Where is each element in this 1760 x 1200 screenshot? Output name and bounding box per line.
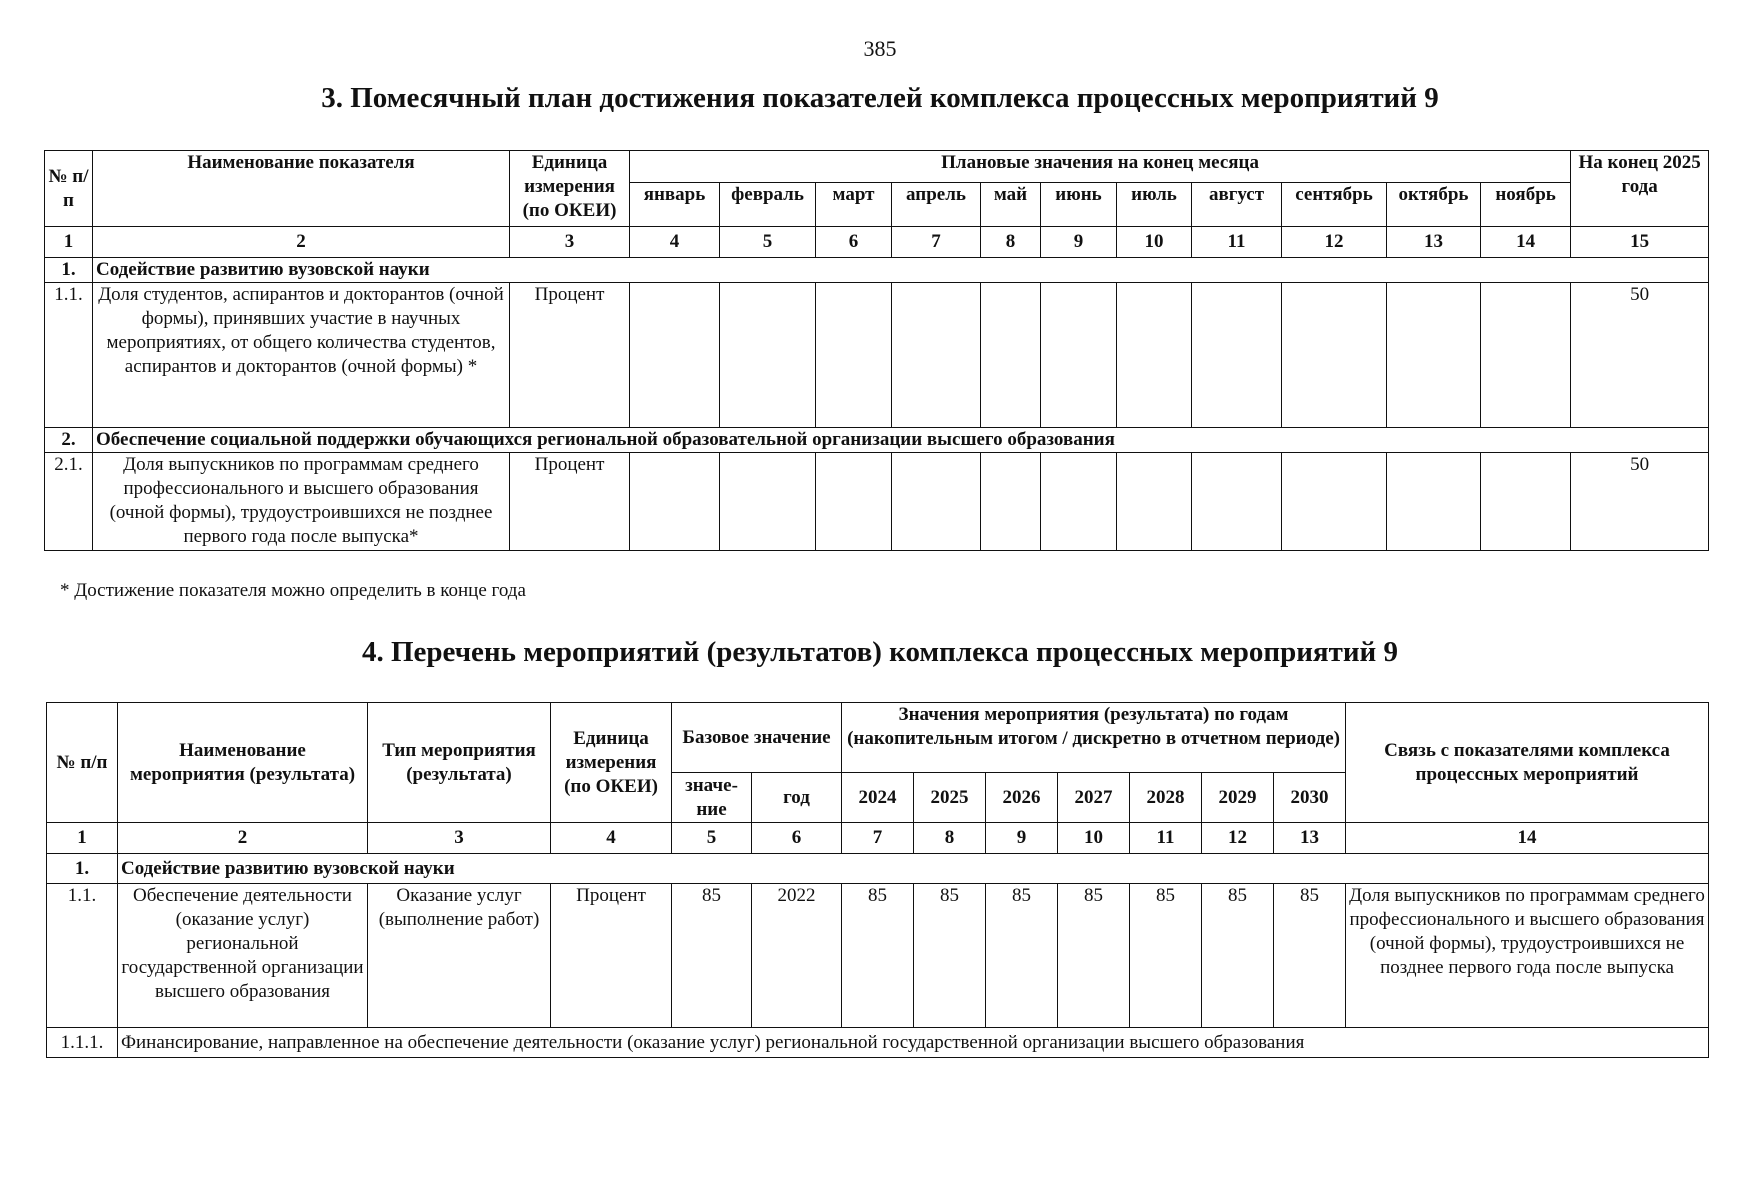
group-title: Содействие развитию вузовской науки (118, 854, 1709, 884)
month-value (816, 453, 892, 551)
year-value: 85 (1202, 884, 1274, 1028)
activity-unit: Процент (551, 884, 672, 1028)
year-value: 85 (1274, 884, 1346, 1028)
subrow-number: 1.1.1. (47, 1028, 118, 1058)
group-number: 2. (45, 428, 93, 453)
header-unit: Единица измерения (по ОКЕИ) (551, 703, 672, 823)
header-year: 2024 (842, 773, 914, 823)
header-activity-name: Наименование мероприятия (результата) (118, 703, 368, 823)
column-number: 6 (816, 227, 892, 258)
footnote: * Достижение показателя можно определить в конце года (60, 580, 526, 601)
page-number: 385 (863, 36, 897, 61)
header-month: май (981, 183, 1041, 227)
header-indicator-name: Наименование показателя (93, 151, 510, 227)
column-number: 5 (672, 823, 752, 854)
column-number: 14 (1346, 823, 1709, 854)
column-number: 12 (1202, 823, 1274, 854)
month-value (816, 283, 892, 428)
month-value (981, 453, 1041, 551)
column-number: 7 (842, 823, 914, 854)
header-end-year: На конец 2025 года (1571, 151, 1709, 227)
column-number: 1 (47, 823, 118, 854)
header-planned-values: Плановые значения на конец месяца (630, 151, 1571, 183)
column-number: 5 (720, 227, 816, 258)
column-number: 8 (914, 823, 986, 854)
column-number: 13 (1387, 227, 1481, 258)
header-month: июль (1117, 183, 1192, 227)
header-unit: Единица измерения (по ОКЕИ) (510, 151, 630, 227)
header-month: август (1192, 183, 1282, 227)
header-month: февраль (720, 183, 816, 227)
column-number: 6 (752, 823, 842, 854)
group-title: Содействие развитию вузовской науки (93, 258, 1709, 283)
monthly-plan-table (44, 150, 1709, 551)
header-year: 2030 (1274, 773, 1346, 823)
month-value (1041, 283, 1117, 428)
year-value: 85 (842, 884, 914, 1028)
row-number: 2.1. (45, 453, 93, 551)
group-number: 1. (45, 258, 93, 283)
group-number: 1. (47, 854, 118, 884)
row-number: 1.1. (45, 283, 93, 428)
column-number: 2 (93, 227, 510, 258)
base-year: 2022 (752, 884, 842, 1028)
header-month: ноябрь (1481, 183, 1571, 227)
month-value (1282, 283, 1387, 428)
base-value: 85 (672, 884, 752, 1028)
header-month: март (816, 183, 892, 227)
header-month: июнь (1041, 183, 1117, 227)
month-value (1192, 453, 1282, 551)
header-no: № п/п (47, 703, 118, 823)
month-value (892, 453, 981, 551)
month-value (1481, 283, 1571, 428)
column-number: 11 (1192, 227, 1282, 258)
month-value (720, 453, 816, 551)
month-value (1387, 453, 1481, 551)
column-number: 7 (892, 227, 981, 258)
end-year-value: 50 (1571, 283, 1709, 428)
column-number: 15 (1571, 227, 1709, 258)
subrow-text: Финансирование, направленное на обеспечение деятельности (оказание услуг) региональной государственной организации высшего образования (118, 1028, 1709, 1058)
activity-type: Оказание услуг (выполнение работ) (368, 884, 551, 1028)
column-number: 13 (1274, 823, 1346, 854)
month-value (1192, 283, 1282, 428)
linked-indicator: Доля выпускников по программам среднего профессионального и высшего образования (очной формы), трудоустроившихся не позднее первого года после выпуска (1346, 884, 1709, 1028)
month-value (630, 283, 720, 428)
header-month: январь (630, 183, 720, 227)
year-value: 85 (1058, 884, 1130, 1028)
activity-name: Обеспечение деятельности (оказание услуг) региональной государственной организации высшего образования (118, 884, 368, 1028)
column-number: 10 (1058, 823, 1130, 854)
indicator-unit: Процент (510, 283, 630, 428)
header-base-val: значе-ние (672, 773, 752, 823)
activities-table (46, 702, 1709, 1058)
month-value (630, 453, 720, 551)
column-number: 4 (630, 227, 720, 258)
header-year: 2027 (1058, 773, 1130, 823)
header-base-year: год (752, 773, 842, 823)
section-4-title: 4. Перечень мероприятий (результатов) комплекса процессных мероприятий 9 (361, 636, 1399, 668)
header-no: № п/п (45, 151, 93, 227)
column-number: 11 (1130, 823, 1202, 854)
month-value (892, 283, 981, 428)
header-year: 2026 (986, 773, 1058, 823)
row-number: 1.1. (47, 884, 118, 1028)
header-month: апрель (892, 183, 981, 227)
month-value (1481, 453, 1571, 551)
column-number: 9 (986, 823, 1058, 854)
header-base-value: Базовое значение (672, 703, 842, 773)
column-number: 12 (1282, 227, 1387, 258)
header-month: октябрь (1387, 183, 1481, 227)
header-year: 2029 (1202, 773, 1274, 823)
month-value (1282, 453, 1387, 551)
column-number: 8 (981, 227, 1041, 258)
year-value: 85 (1130, 884, 1202, 1028)
year-value: 85 (914, 884, 986, 1028)
section-3-title: 3. Помесячный план достижения показателей комплекса процессных мероприятий 9 (321, 82, 1439, 114)
month-value (720, 283, 816, 428)
column-number: 14 (1481, 227, 1571, 258)
indicator-unit: Процент (510, 453, 630, 551)
header-month: сентябрь (1282, 183, 1387, 227)
month-value (981, 283, 1041, 428)
column-number: 2 (118, 823, 368, 854)
indicator-name: Доля студентов, аспирантов и докторантов (очной формы), принявших участие в научных мероприятиях, от общего количества студентов, аспирантов и докторантов (очной формы) * (93, 283, 510, 428)
group-title: Обеспечение социальной поддержки обучающихся региональной образовательной организации высшего образования (93, 428, 1709, 453)
month-value (1387, 283, 1481, 428)
year-value: 85 (986, 884, 1058, 1028)
month-value (1117, 283, 1192, 428)
header-link: Связь с показателями комплекса процессных мероприятий (1346, 703, 1709, 823)
column-number: 1 (45, 227, 93, 258)
column-number: 3 (368, 823, 551, 854)
end-year-value: 50 (1571, 453, 1709, 551)
column-number: 3 (510, 227, 630, 258)
indicator-name: Доля выпускников по программам среднего профессионального и высшего образования (очной формы), трудоустроившихся не позднее первого года после выпуска* (93, 453, 510, 551)
header-year: 2025 (914, 773, 986, 823)
header-values-by-year: Значения мероприятия (результата) по годам (накопительным итогом / дискретно в отчетном периоде) (842, 703, 1346, 773)
column-number: 4 (551, 823, 672, 854)
header-activity-type: Тип мероприятия (результата) (368, 703, 551, 823)
header-year: 2028 (1130, 773, 1202, 823)
column-number: 10 (1117, 227, 1192, 258)
column-number: 9 (1041, 227, 1117, 258)
month-value (1041, 453, 1117, 551)
month-value (1117, 453, 1192, 551)
